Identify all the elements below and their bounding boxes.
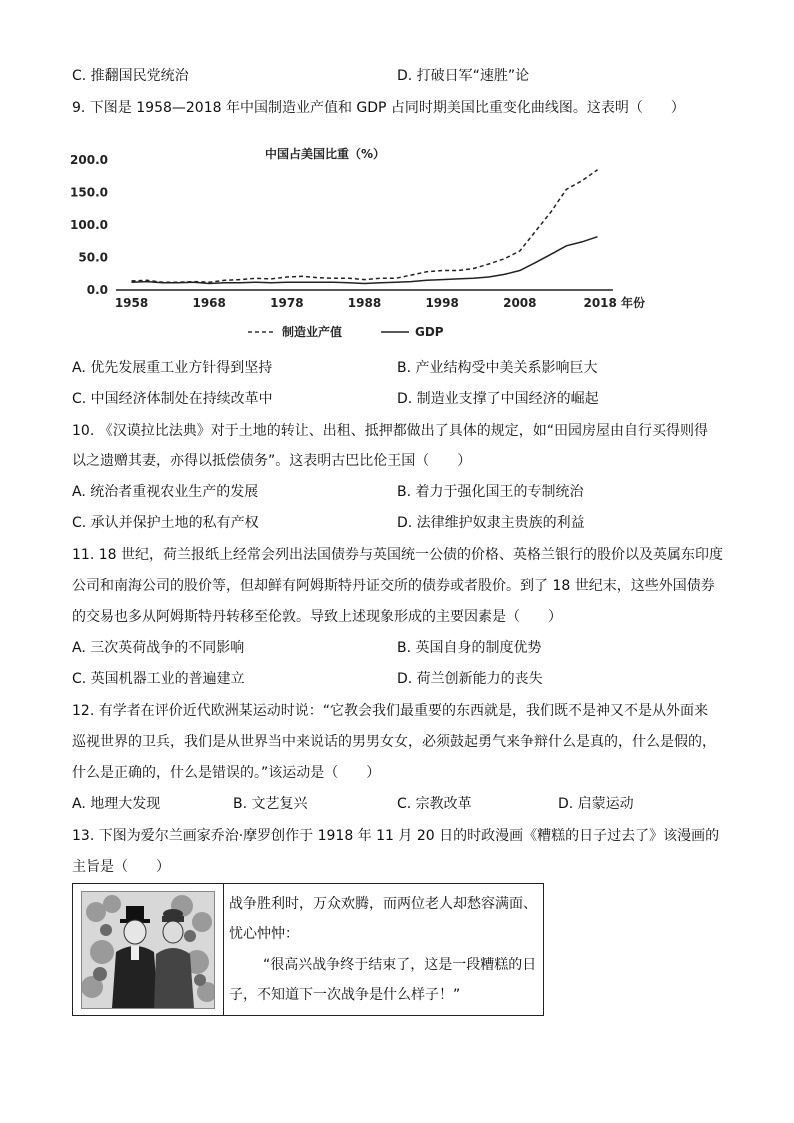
y-tick-label: 0.0: [86, 283, 108, 297]
y-tick-labels: [70, 153, 108, 297]
q11-option-c: C. 英国机器工业的普遍建立: [72, 671, 245, 687]
cartoon-caption-line1: 战争胜利时，万众欢腾，而两位老人却愁容满面、: [229, 896, 537, 912]
cartoon-illustration: [82, 892, 214, 1008]
legend-gdp-label: GDP: [415, 325, 444, 339]
series-lines: [132, 170, 598, 284]
q11-stem-line2: 公司和南海公司的股价等，但却鲜有阿姆斯特丹证交所的债券或者股价。到了 18 世纪末，这些外国债券: [72, 578, 715, 594]
y-tick-label: 150.0: [70, 185, 108, 200]
chart: [68, 138, 648, 343]
q12-option-a: A. 地理大发现: [72, 796, 161, 812]
series-line-manufacturing: [132, 170, 598, 282]
legend-manufacturing-label: 制造业产值: [282, 325, 343, 339]
q9-option-c: C. 中国经济体制处在持续改革中: [72, 391, 273, 407]
chart-title: 中国占美国比重（%）: [265, 147, 386, 161]
q13-stem-line2: 主旨是（ ）: [72, 859, 170, 875]
q11-option-d: D. 荷兰创新能力的丧失: [397, 671, 543, 687]
y-tick-label: 200.0: [70, 153, 108, 167]
cartoon-caption-line4: 子，不知道下一次战争是什么样子！”: [229, 987, 461, 1003]
q11-option-b: B. 英国自身的制度优势: [397, 640, 542, 656]
series-line-gdp: [132, 237, 598, 284]
x-tick-label: 1968: [192, 296, 226, 310]
q11-stem-line1: 11. 18 世纪，荷兰报纸上经常会列出法国债券与英国统一公债的价格、英格兰银行的股价以及英属东印度: [72, 547, 723, 563]
q9-option-d: D. 制造业支撑了中国经济的崛起: [397, 391, 599, 407]
cartoon-table: [72, 883, 544, 1016]
q11-option-a: A. 三次英荷战争的不同影响: [72, 640, 245, 656]
q8-option-c: C. 推翻国民党统治: [72, 68, 189, 84]
y-tick-label: 100.0: [70, 218, 108, 232]
x-tick-label: 1988: [347, 296, 382, 310]
cartoon-caption-line3: “很高兴战争终于结束了，这是一段糟糕的日: [263, 957, 537, 973]
x-tick-label: 1958: [114, 296, 149, 310]
q10-stem-line2: 以之遗赠其妻，亦得以抵偿债务”。这表明古巴比伦王国（ ）: [72, 453, 472, 469]
x-tick-label: 2018 年份: [583, 296, 646, 310]
x-tick-labels: [115, 295, 645, 310]
q12-option-d: D. 启蒙运动: [558, 796, 634, 812]
x-tick-label: 1978: [270, 296, 304, 310]
cartoon-image: [81, 891, 215, 1009]
q9-option-b: B. 产业结构受中美关系影响巨大: [397, 360, 598, 376]
q10-option-a: A. 统治者重视农业生产的发展: [72, 484, 259, 500]
q12-option-b: B. 文艺复兴: [233, 796, 308, 812]
q12-stem-line3: 什么是正确的，什么是错误的。”该运动是（ ）: [72, 765, 381, 781]
q8-option-d: D. 打破日军“速胜”论: [397, 68, 530, 84]
table-divider: [223, 884, 224, 1015]
x-tick-label: 1998: [425, 296, 459, 310]
q9-stem: 9. 下图是 1958—2018 年中国制造业产值和 GDP 占同时期美国比重变化曲线图。这表明（ ）: [72, 100, 685, 116]
x-tick-label: 2008: [503, 296, 537, 310]
q13-stem-line1: 13. 下图为爱尔兰画家乔治·摩罗创作于 1918 年 11 月 20 日的时政漫画《糟糕的日子过去了》该漫画的: [72, 828, 720, 844]
q11-stem-line3: 的交易也多从阿姆斯特丹转移至伦敦。导致上述现象形成的主要因素是（ ）: [72, 609, 562, 625]
q12-stem-line2: 巡视世界的卫兵，我们是从世界当中来说话的男男女女，必须鼓起勇气来争辩什么是真的，什么是假的，: [72, 734, 716, 750]
y-tick-label: 50.0: [78, 250, 108, 265]
q10-stem-line1: 10. 《汉谟拉比法典》对于土地的转让、出租、抵押都做出了具体的规定，如“田园房屋由自行买得则得: [72, 423, 708, 439]
q9-option-a: A. 优先发展重工业方针得到坚持: [72, 360, 273, 376]
q10-option-d: D. 法律维护奴隶主贵族的利益: [397, 515, 585, 531]
cartoon-caption-line2: 忧心忡忡：: [229, 926, 299, 942]
q10-option-b: B. 着力于强化国王的专制统治: [397, 484, 584, 500]
q10-option-c: C. 承认并保护土地的私有产权: [72, 515, 259, 531]
q12-option-c: C. 宗教改革: [397, 796, 472, 812]
q12-stem-line1: 12. 有学者在评价近代欧洲某运动时说：“它教会我们最重要的东西就是，我们既不是神又不是从外面来: [72, 703, 708, 719]
